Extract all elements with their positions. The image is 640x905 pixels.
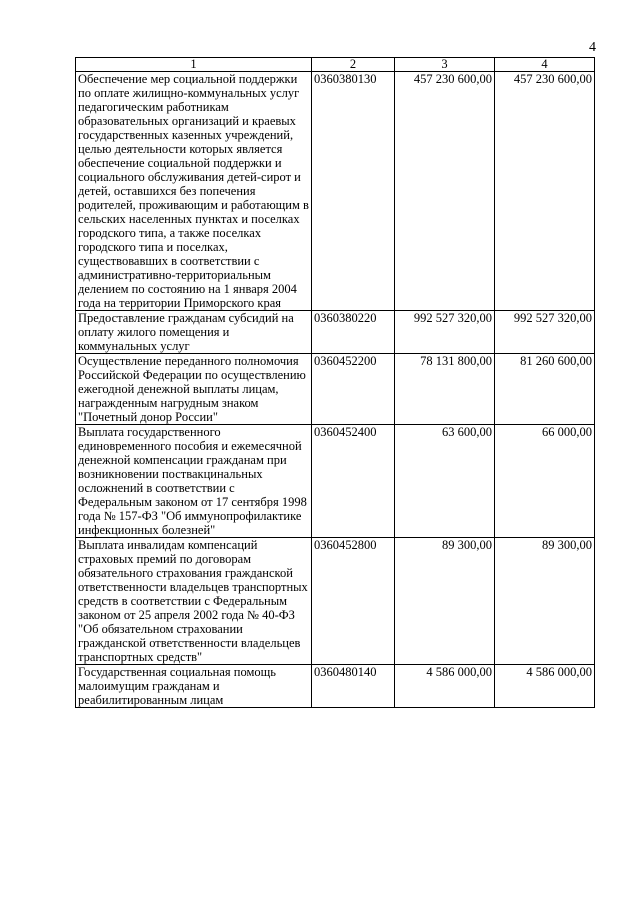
row-value-3: 992 527 320,00 <box>395 311 495 354</box>
row-description: Осуществление переданного полномочия Российской Федерации по осуществлению ежегодной денежной выплаты лицам, награжденным нагрудным знаком "Почетный донор России" <box>76 354 312 425</box>
row-code: 0360480140 <box>312 665 395 708</box>
table-row <box>76 311 595 354</box>
table-row <box>76 538 595 665</box>
row-code: 0360452400 <box>312 425 395 538</box>
row-code: 0360452800 <box>312 538 395 665</box>
row-value-4: 89 300,00 <box>495 538 595 665</box>
table-row <box>76 425 595 538</box>
column-header-4: 4 <box>495 58 595 72</box>
row-value-3: 63 600,00 <box>395 425 495 538</box>
row-description: Государственная социальная помощь малоимущим гражданам и реабилитированным лицам <box>76 665 312 708</box>
row-description: Выплата инвалидам компенсаций страховых премий по договорам обязательного страхования гражданской ответственности владельцев транспортных средств в соответствии с Федеральным законом от 25 апреля 2002 года № 40-ФЗ "Об обязательном страховании гражданской ответственности владельцев транспортных средств" <box>76 538 312 665</box>
column-header-1: 1 <box>76 58 312 72</box>
table-row <box>76 72 595 311</box>
row-description: Обеспечение мер социальной поддержки по оплате жилищно-коммунальных услуг педагогическим работникам образовательных организаций и краевых государственных казенных учреждений, целью деятельности которых является обеспечение социальной поддержки и социального обслуживания детей-сирот и детей, оставшихся без попечения родителей, проживающим и работающим в сельских населенных пунктах и поселках городского типа, а также поселках городского типа и поселках, существовавших в соответствии с административно-территориальным делением по состоянию на 1 января 2004 года на территории Приморского края <box>76 72 312 311</box>
row-value-4: 81 260 600,00 <box>495 354 595 425</box>
row-value-3: 78 131 800,00 <box>395 354 495 425</box>
table-row <box>76 354 595 425</box>
table-row <box>76 665 595 708</box>
column-header-3: 3 <box>395 58 495 72</box>
row-value-3: 89 300,00 <box>395 538 495 665</box>
budget-table <box>75 57 595 708</box>
row-value-3: 457 230 600,00 <box>395 72 495 311</box>
row-value-4: 4 586 000,00 <box>495 665 595 708</box>
row-value-4: 992 527 320,00 <box>495 311 595 354</box>
row-value-3: 4 586 000,00 <box>395 665 495 708</box>
column-header-2: 2 <box>312 58 395 72</box>
row-value-4: 66 000,00 <box>495 425 595 538</box>
header-row <box>76 58 595 72</box>
row-code: 0360380220 <box>312 311 395 354</box>
row-description: Выплата государственного единовременного пособия и ежемесячной денежной компенсации гражданам при возникновении поствакцинальных осложнений в соответствии с Федеральным законом от 17 сентября 1998 года № 157-ФЗ "Об иммунопрофилактике инфекционных болезней" <box>76 425 312 538</box>
row-code: 0360380130 <box>312 72 395 311</box>
page-number: 4 <box>589 40 596 55</box>
row-value-4: 457 230 600,00 <box>495 72 595 311</box>
row-description: Предоставление гражданам субсидий на оплату жилого помещения и коммунальных услуг <box>76 311 312 354</box>
row-code: 0360452200 <box>312 354 395 425</box>
